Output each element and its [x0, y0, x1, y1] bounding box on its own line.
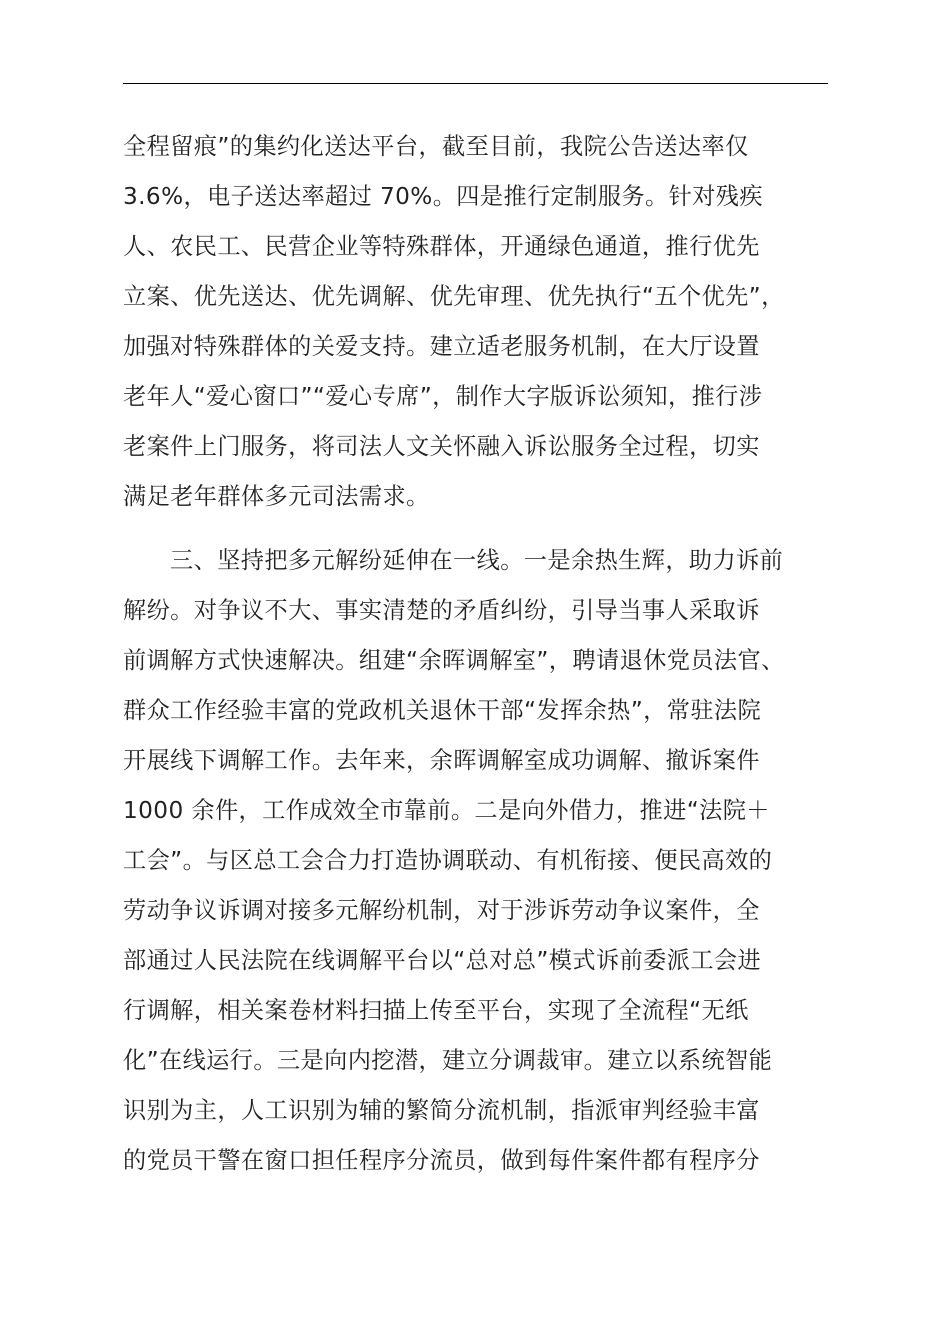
text-line: 工会”。与区总工会合力打造协调联动、有机衔接、便民高效的: [123, 847, 773, 874]
text-line: 群众工作经验丰富的党政机关退休干部“发挥余热”，常驻法院: [123, 697, 762, 724]
text-line: 满足老年群体多元司法需求。: [123, 483, 430, 510]
header-rule: [123, 83, 828, 84]
text-line: 解纷。对争议不大、事实清楚的矛盾纠纷，引导当事人采取诉: [123, 597, 760, 624]
text-line: 化”在线运行。三是向内挖潜，建立分调裁审。建立以系统智能: [123, 1047, 773, 1074]
text-line: 劳动争议诉调对接多元解纷机制，对于涉诉劳动争议案件，全: [123, 897, 760, 924]
text-line: 老案件上门服务，将司法人文关怀融入诉讼服务全过程，切实: [123, 433, 760, 460]
text-line: 1000 余件，工作成效全市靠前。二是向外借力，推进“法院＋: [123, 797, 770, 824]
text-line: 老年人“爱心窗口”“爱心专席”，制作大字版诉讼须知，推行涉: [123, 383, 763, 410]
paragraph: [123, 536, 828, 1186]
text-line: 部通过人民法院在线调解平台以“总对总”模式诉前委派工会进: [123, 947, 762, 974]
document-body: [123, 122, 828, 1186]
text-line: 3.6%，电子送达率超过 70%。四是推行定制服务。针对残疾: [123, 183, 763, 210]
text-line: 人、农民工、民营企业等特殊群体，开通绿色通道，推行优先: [123, 233, 760, 260]
text-line: 行调解，相关案卷材料扫描上传至平台，实现了全流程“无纸: [123, 997, 749, 1024]
paragraph: [123, 122, 828, 522]
text-line: 开展线下调解工作。去年来，余晖调解室成功调解、撤诉案件: [123, 747, 760, 774]
text-line: 识别为主，人工识别为辅的繁简分流机制，指派审判经验丰富: [123, 1097, 760, 1124]
text-line: 加强对特殊群体的关爱支持。建立适老服务机制，在大厅设置: [123, 333, 760, 360]
text-line: 立案、优先送达、优先调解、优先审理、优先执行“五个优先”，: [123, 283, 785, 310]
paragraph-gap: [123, 522, 828, 536]
text-line: 三、坚持把多元解纷延伸在一线。一是余热生辉，助力诉前: [170, 547, 784, 574]
text-line: 前调解方式快速解决。组建“余晖调解室”，聘请退休党员法官、: [123, 647, 785, 674]
text-line: 的党员干警在窗口担任程序分流员，做到每件案件都有程序分: [123, 1147, 760, 1174]
text-line: 全程留痕”的集约化送达平台，截至目前，我院公告送达率仅: [123, 133, 749, 160]
